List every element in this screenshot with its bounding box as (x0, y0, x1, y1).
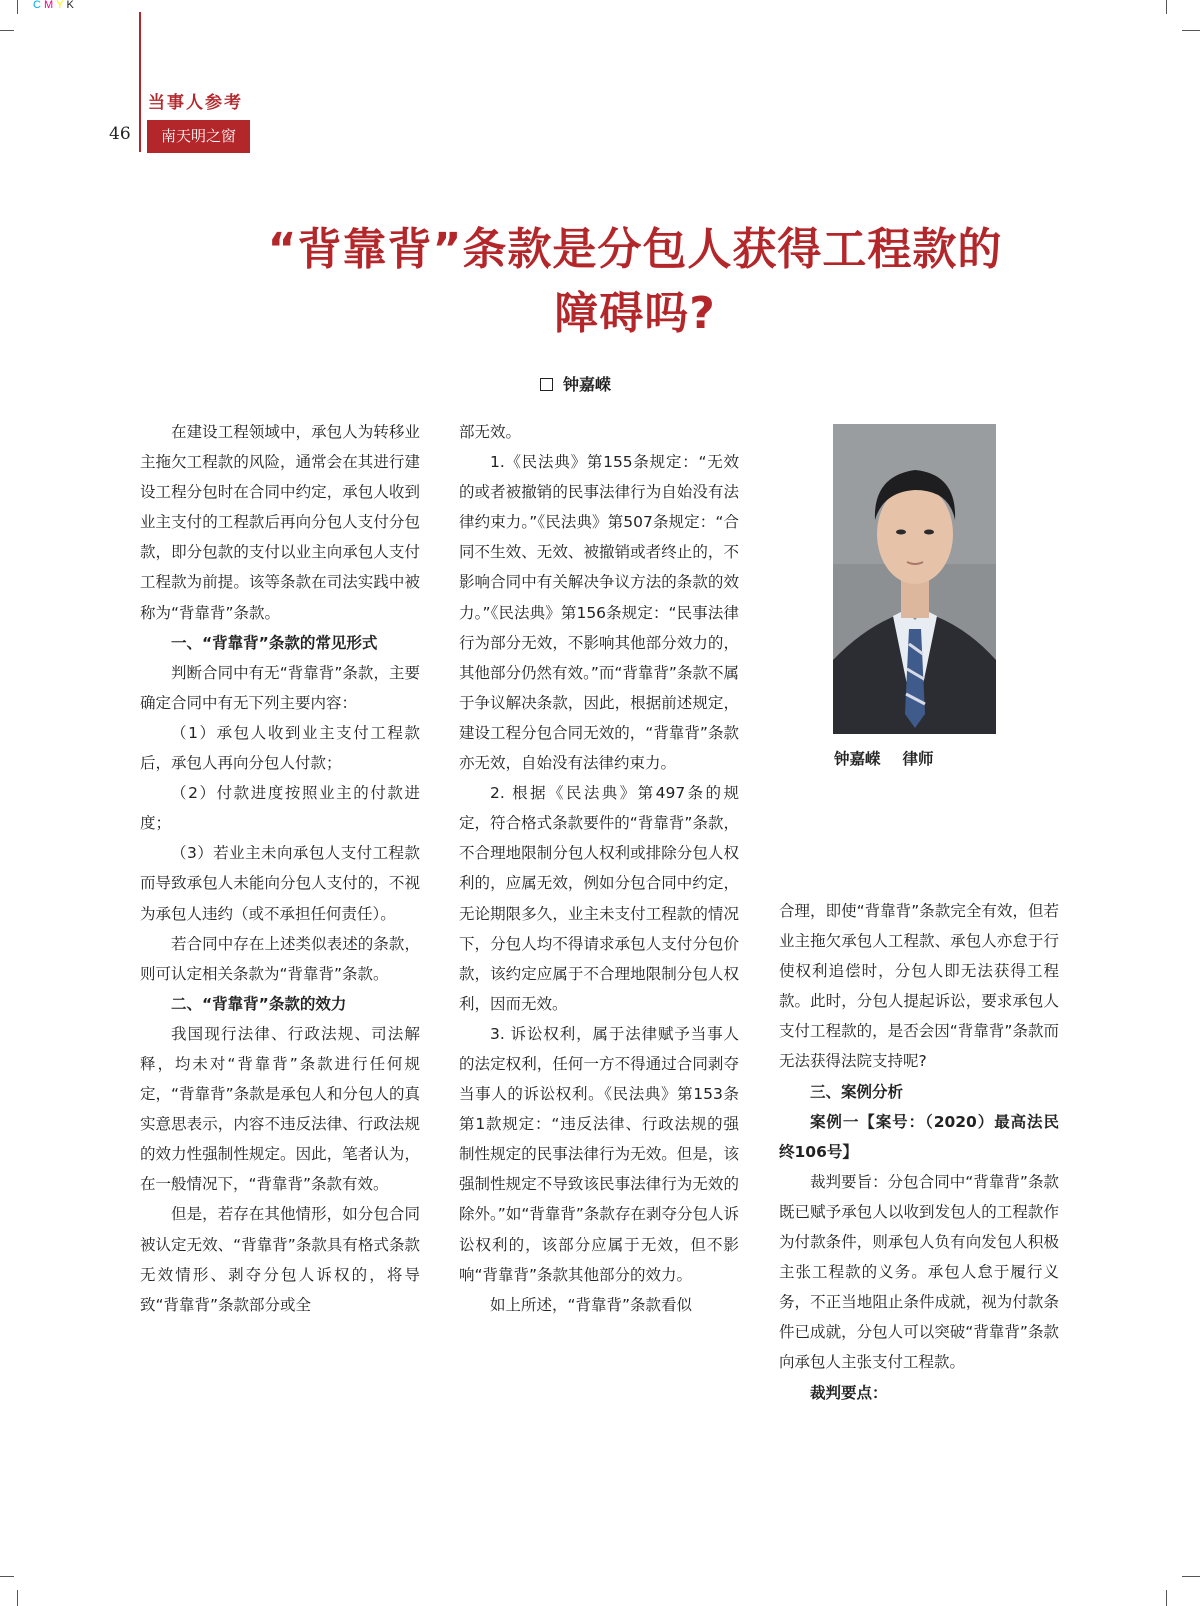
crop-mark (0, 1576, 14, 1577)
section-heading: 三、案例分析 (810, 1082, 904, 1101)
caption-role: 律师 (902, 750, 934, 768)
section-label: 当事人参考 (148, 93, 243, 113)
list-item: （1）承包人收到业主支付工程款后，承包人再向分包人付款； (140, 723, 420, 773)
paragraph: 3. 诉讼权利，属于法律赋予当事人的法定权利，任何一方不得通过合同剥夺当事人的诉讼权利。《民法典》第153条第1款规定：“违反法律、行政法规的强制性规定的民事法律行为无效。但是，该强制性规定不导致该民事法律行为无效的除外。”如“背靠背”条款存在剥夺分包人诉讼权利的，该部分应属于无效，但不影响“背靠背”条款其他部分的效力。 (459, 1024, 739, 1284)
subheading: 裁判要点： (810, 1383, 888, 1402)
body-column-1 (140, 417, 420, 1320)
author-name: 钟嘉嵘 (563, 375, 612, 394)
section-heading: 一、“背靠背”条款的常见形式 (171, 633, 378, 652)
paragraph: 我国现行法律、行政法规、司法解释，均未对“背靠背”条款进行任何规定，“背靠背”条款是承包人和分包人的真实意思表示，内容不违反法律、行政法规的效力性强制性规定。因此，笔者认为，在一般情况下，“背靠背”条款有效。 (140, 1024, 420, 1194)
square-icon (540, 378, 553, 391)
crop-mark (0, 30, 14, 31)
article-title-line: “背靠背”条款是分包人获得工程款的 (267, 224, 1003, 275)
byline (540, 372, 820, 395)
list-item: （3）若业主未向承包人支付工程款而导致承包人未能向分包人支付的，不视为承包人违约（或不承担任何责任）。 (140, 844, 420, 923)
body-column-3 (779, 896, 1059, 1408)
case-heading: 案例一【案号：（2020）最高法民终106号】 (779, 1112, 1059, 1161)
list-item: （2）付款进度按照业主的付款进度； (140, 784, 420, 833)
cmyk-print-mark: CMYK (33, 0, 77, 11)
paragraph: 在建设工程领域中，承包人为转移业主拖欠工程款的风险，通常会在其进行建设工程分包时在合同中约定，承包人收到业主支付的工程款后再向分包人支付分包款，即分包款的支付以业主向承包人支付工程款为前提。该等条款在司法实践中被称为“背靠背”条款。 (140, 423, 420, 622)
crop-mark (1166, 1590, 1167, 1606)
paragraph: 但是，若存在其他情形，如分包合同被认定无效、“背靠背”条款具有格式条款无效情形、剥夺分包人诉权的，将导致“背靠背”条款部分或全 (140, 1205, 420, 1314)
body-column-2 (459, 417, 739, 1320)
crop-mark (1182, 1576, 1200, 1577)
crop-mark (17, 0, 18, 14)
paragraph: 2. 根据《民法典》第497条的规定，符合格式条款要件的“背靠背”条款，不合理地限制分包人权利或排除分包人权利的，应属无效，例如分包合同中约定，无论期限多久，业主未支付工程款的情况下，分包人均不得请求承包人支付分包价款，该约定应属于不合理地限制分包人权利，因而无效。 (459, 784, 739, 1013)
paragraph: 合理，即使“背靠背”条款完全有效，但若业主拖欠承包人工程款、承包人亦怠于行使权利追偿时，分包人即无法获得工程款。此时，分包人提起诉讼，要求承包人支付工程款的，是否会因“背靠背”条款而无法获得法院支持呢? (779, 902, 1059, 1071)
paragraph: 1.《民法典》第155条规定：“无效的或者被撤销的民事法律行为自始没有法律约束力。”《民法典》第507条规定：“合同不生效、无效、被撤销或者终止的，不影响合同中有关解决争议方法的条款的效力。”《民法典》第156条规定：“民事法律行为部分无效，不影响其他部分效力的，其他部分仍然有效。”而“背靠背”条款不属于争议解决条款，因此，根据前述规定，建设工程分包合同无效的，“背靠背”条款亦无效，自始没有法律约束力。 (459, 453, 739, 773)
column-tag: 南天明之窗 (147, 120, 250, 153)
page-number: 46 (109, 124, 131, 144)
portrait-image (833, 424, 996, 734)
crop-mark (1182, 30, 1200, 31)
section-heading: 二、“背靠背”条款的效力 (171, 994, 347, 1013)
header-rule (139, 12, 141, 152)
crop-mark (17, 1590, 18, 1606)
crop-mark (1166, 0, 1167, 14)
paragraph: 判断合同中有无“背靠背”条款，主要确定合同中有无下列主要内容： (140, 663, 420, 712)
caption-name: 钟嘉嵘 (834, 750, 881, 768)
paragraph: 如上所述，“背靠背”条款看似 (490, 1295, 693, 1314)
author-photo (833, 424, 996, 734)
article-title-line: 障碍吗? (554, 288, 716, 339)
photo-caption (834, 747, 934, 769)
article-title (150, 218, 1120, 346)
paragraph: 若合同中存在上述类似表述的条款，则可认定相关条款为“背靠背”条款。 (140, 934, 420, 983)
paragraph: 裁判要旨：分包合同中“背靠背”条款既已赋予承包人以收到发包人的工程款作为付款条件，则承包人负有向发包人积极主张工程款的义务。承包人怠于履行义务，不正当地阻止条件成就，视为付款条件已成就，分包人可以突破“背靠背”条款向承包人主张支付工程款。 (779, 1172, 1059, 1372)
paragraph: 部无效。 (459, 423, 522, 441)
